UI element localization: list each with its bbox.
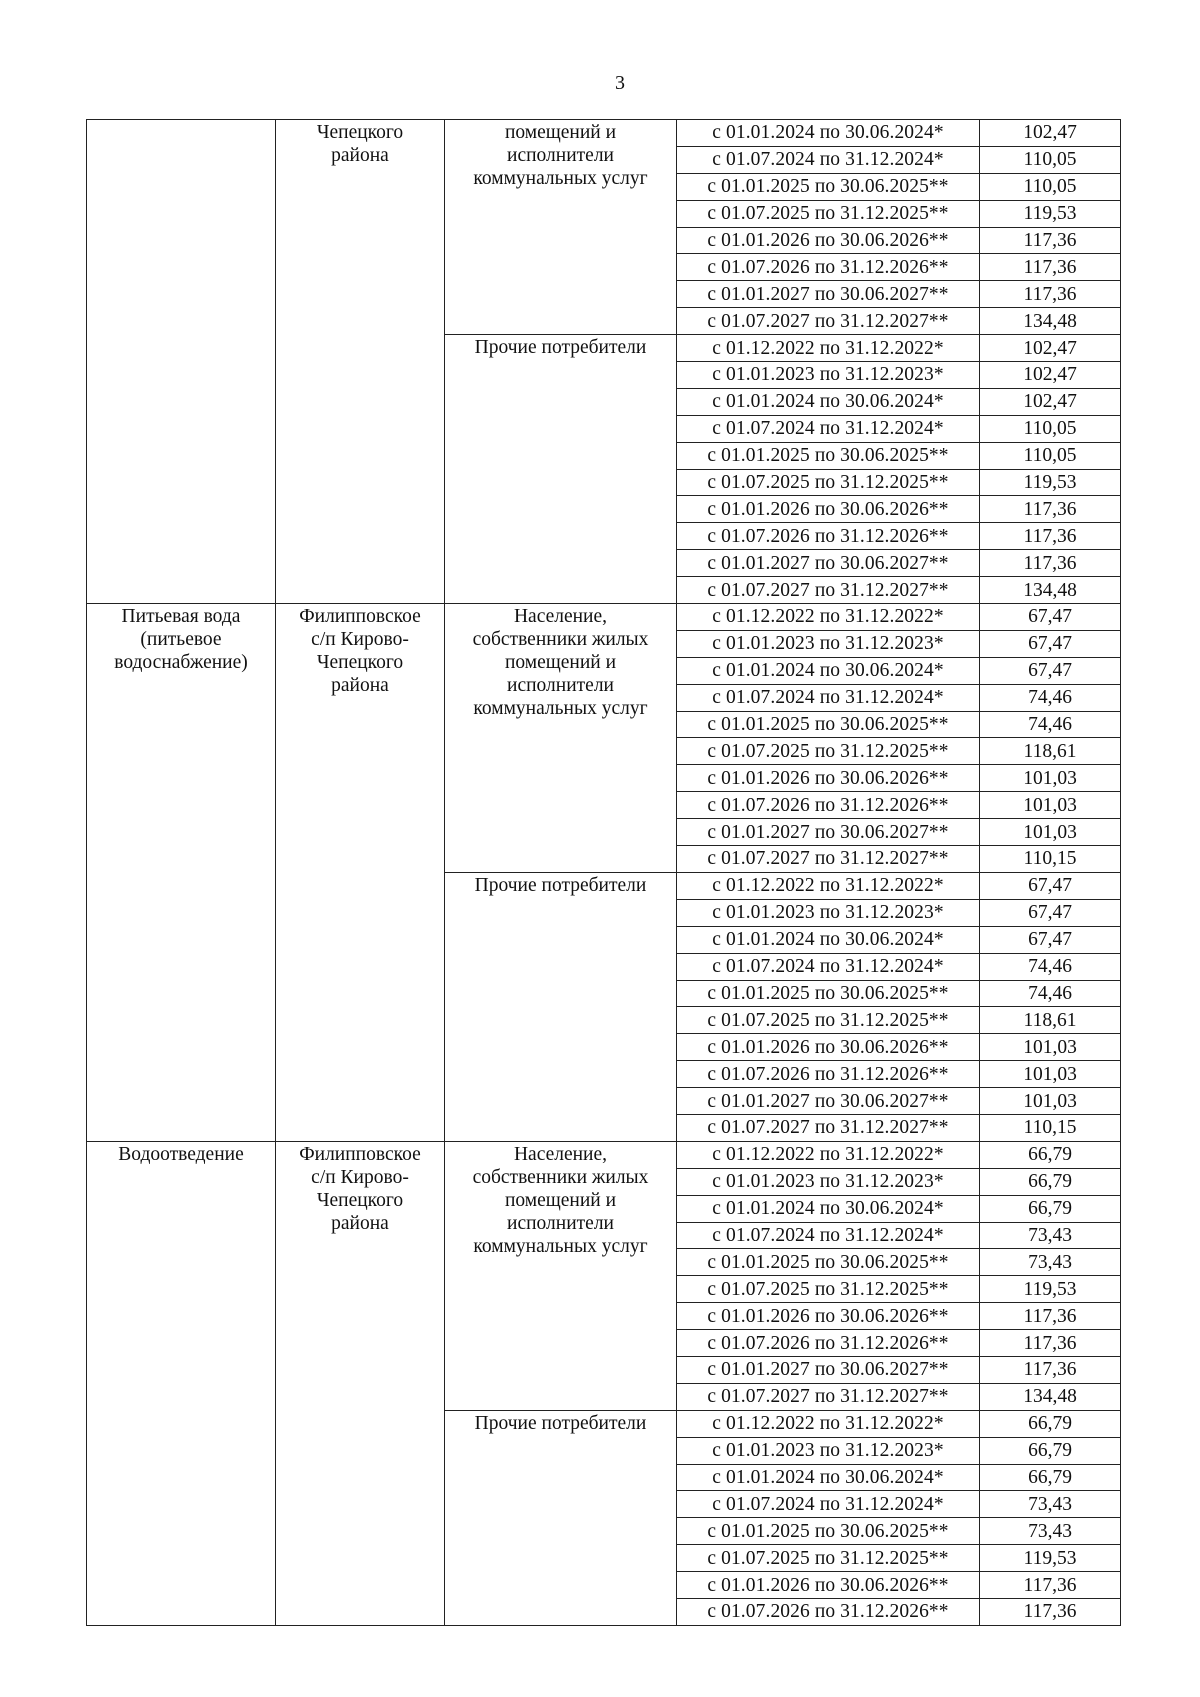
period-cell: с 01.07.2024 по 31.12.2024* (677, 684, 980, 711)
service-line: водоснабжение) (114, 652, 248, 674)
consumer-line: коммунальных услуг (473, 698, 648, 720)
period-cell: с 01.01.2024 по 30.06.2024* (677, 1464, 980, 1491)
consumer-group-cell (445, 1410, 677, 1625)
consumer-line: коммунальных услуг (473, 1235, 648, 1257)
settlement-cell (276, 1141, 445, 1625)
tariff-value-cell: 74,46 (980, 953, 1121, 980)
period-cell: с 01.07.2024 по 31.12.2024* (677, 1491, 980, 1518)
period-cell: с 01.07.2024 по 31.12.2024* (677, 953, 980, 980)
consumer-line: Население, (513, 606, 608, 628)
period-cell: с 01.07.2026 по 31.12.2026** (677, 1598, 980, 1625)
service-cell (87, 120, 276, 604)
settlement-line: с/п Кирово- (311, 1166, 409, 1188)
period-cell: с 01.01.2026 по 30.06.2026** (677, 227, 980, 254)
tariff-value-cell: 66,79 (980, 1437, 1121, 1464)
period-cell: с 01.07.2027 по 31.12.2027** (677, 846, 980, 873)
tariff-value-cell: 67,47 (980, 604, 1121, 631)
settlement-line: Филипповское (299, 1143, 421, 1165)
settlement-line: района (331, 675, 389, 697)
tariff-value-cell: 110,05 (980, 146, 1121, 173)
period-cell: с 01.07.2025 по 31.12.2025** (677, 200, 980, 227)
period-cell: с 01.01.2027 по 30.06.2027** (677, 1356, 980, 1383)
period-cell: с 01.07.2026 по 31.12.2026** (677, 1061, 980, 1088)
tariff-value-cell: 101,03 (980, 792, 1121, 819)
tariff-value-cell: 67,47 (980, 630, 1121, 657)
period-cell: с 01.07.2025 по 31.12.2025** (677, 1007, 980, 1034)
tariff-value-cell: 101,03 (980, 1088, 1121, 1115)
consumer-line: Население, (513, 1143, 608, 1165)
period-cell: с 01.07.2025 по 31.12.2025** (677, 1545, 980, 1572)
period-cell: с 01.07.2024 по 31.12.2024* (677, 146, 980, 173)
tariff-value-cell: 66,79 (980, 1195, 1121, 1222)
settlement-line: Чепецкого (316, 1189, 404, 1211)
consumer-group-cell (445, 1141, 677, 1410)
settlement-line: Чепецкого (316, 122, 404, 143)
period-cell: с 01.07.2025 по 31.12.2025** (677, 1276, 980, 1303)
period-cell: с 01.01.2025 по 30.06.2025** (677, 442, 980, 469)
period-cell: с 01.07.2026 по 31.12.2026** (677, 1330, 980, 1357)
period-cell: с 01.01.2026 по 30.06.2026** (677, 765, 980, 792)
tariff-value-cell: 117,36 (980, 1598, 1121, 1625)
period-cell: с 01.01.2024 по 30.06.2024* (677, 657, 980, 684)
tariff-value-cell: 67,47 (980, 926, 1121, 953)
tariff-value-cell: 117,36 (980, 254, 1121, 281)
tariff-value-cell: 66,79 (980, 1168, 1121, 1195)
service-cell (87, 604, 276, 1142)
tariff-value-cell: 67,47 (980, 872, 1121, 899)
service-line: Питьевая вода (121, 606, 241, 628)
tariff-value-cell: 66,79 (980, 1141, 1121, 1168)
period-cell: с 01.01.2027 по 30.06.2027** (677, 819, 980, 846)
consumer-group-cell (445, 120, 677, 335)
consumer-line: исполнители (507, 675, 614, 697)
tariff-value-cell: 117,36 (980, 1572, 1121, 1599)
period-cell: с 01.07.2027 по 31.12.2027** (677, 1383, 980, 1410)
settlement-cell (276, 604, 445, 1142)
tariff-value-cell: 102,47 (980, 120, 1121, 147)
tariff-value-cell: 134,48 (980, 577, 1121, 604)
tariff-value-cell: 102,47 (980, 335, 1121, 362)
consumer-line: помещений и (504, 122, 617, 143)
tariff-value-cell: 110,05 (980, 442, 1121, 469)
table-row (87, 604, 1121, 631)
period-cell: с 01.07.2024 по 31.12.2024* (677, 415, 980, 442)
consumer-line: коммунальных услуг (473, 168, 648, 189)
period-cell: с 01.01.2025 по 30.06.2025** (677, 1249, 980, 1276)
period-cell: с 01.01.2023 по 31.12.2023* (677, 1168, 980, 1195)
consumer-line: Прочие потребители (474, 337, 647, 359)
tariff-value-cell: 119,53 (980, 1545, 1121, 1572)
tariff-value-cell: 119,53 (980, 200, 1121, 227)
period-cell: с 01.01.2023 по 31.12.2023* (677, 899, 980, 926)
tariff-value-cell: 117,36 (980, 550, 1121, 577)
tariff-value-cell: 101,03 (980, 765, 1121, 792)
period-cell: с 01.01.2026 по 30.06.2026** (677, 1303, 980, 1330)
period-cell: с 01.01.2025 по 30.06.2025** (677, 711, 980, 738)
settlement-line: с/п Кирово- (311, 629, 409, 651)
period-cell: с 01.01.2027 по 30.06.2027** (677, 281, 980, 308)
tariff-value-cell: 101,03 (980, 819, 1121, 846)
tariff-value-cell: 110,15 (980, 846, 1121, 873)
service-line: Водоотведение (118, 1143, 244, 1165)
settlement-line: Чепецкого (316, 652, 404, 674)
tariff-value-cell: 134,48 (980, 308, 1121, 335)
tariff-value-cell: 73,43 (980, 1518, 1121, 1545)
tariff-value-cell: 117,36 (980, 523, 1121, 550)
tariff-value-cell: 110,15 (980, 1114, 1121, 1141)
consumer-group-cell (445, 335, 677, 604)
service-cell (87, 1141, 276, 1625)
period-cell: с 01.01.2023 по 31.12.2023* (677, 1437, 980, 1464)
tariff-value-cell: 117,36 (980, 496, 1121, 523)
settlement-cell (276, 120, 445, 604)
period-cell: с 01.07.2025 по 31.12.2025** (677, 738, 980, 765)
period-cell: с 01.07.2027 по 31.12.2027** (677, 308, 980, 335)
table-row (87, 120, 1121, 147)
tariff-value-cell: 73,43 (980, 1222, 1121, 1249)
table-row (87, 1141, 1121, 1168)
tariff-value-cell: 134,48 (980, 1383, 1121, 1410)
period-cell: с 01.01.2025 по 30.06.2025** (677, 980, 980, 1007)
tariff-value-cell: 117,36 (980, 227, 1121, 254)
tariff-value-cell: 117,36 (980, 281, 1121, 308)
tariff-value-cell: 101,03 (980, 1061, 1121, 1088)
tariff-value-cell: 74,46 (980, 980, 1121, 1007)
consumer-line: Прочие потребители (474, 874, 647, 896)
tariff-value-cell: 66,79 (980, 1464, 1121, 1491)
consumer-line: собственники жилых (472, 1166, 649, 1188)
period-cell: с 01.01.2024 по 30.06.2024* (677, 120, 980, 147)
period-cell: с 01.07.2025 по 31.12.2025** (677, 469, 980, 496)
consumer-group-cell (445, 872, 677, 1141)
tariff-value-cell: 73,43 (980, 1491, 1121, 1518)
period-cell: с 01.12.2022 по 31.12.2022* (677, 604, 980, 631)
consumer-line: помещений и (504, 652, 617, 674)
tariff-value-cell: 117,36 (980, 1356, 1121, 1383)
period-cell: с 01.01.2024 по 30.06.2024* (677, 926, 980, 953)
tariff-value-cell: 66,79 (980, 1410, 1121, 1437)
consumer-group-cell (445, 604, 677, 873)
period-cell: с 01.12.2022 по 31.12.2022* (677, 1410, 980, 1437)
tariff-value-cell: 67,47 (980, 899, 1121, 926)
period-cell: с 01.07.2026 по 31.12.2026** (677, 523, 980, 550)
period-cell: с 01.12.2022 по 31.12.2022* (677, 1141, 980, 1168)
period-cell: с 01.01.2025 по 30.06.2025** (677, 173, 980, 200)
period-cell: с 01.01.2026 по 30.06.2026** (677, 1034, 980, 1061)
period-cell: с 01.01.2025 по 30.06.2025** (677, 1518, 980, 1545)
tariff-value-cell: 73,43 (980, 1249, 1121, 1276)
period-cell: с 01.01.2024 по 30.06.2024* (677, 1195, 980, 1222)
consumer-line: собственники жилых (472, 629, 649, 651)
consumer-line: помещений и (504, 1189, 617, 1211)
period-cell: с 01.01.2023 по 31.12.2023* (677, 362, 980, 389)
tariff-value-cell: 118,61 (980, 1007, 1121, 1034)
tariff-table (86, 119, 1121, 1626)
tariff-value-cell: 119,53 (980, 469, 1121, 496)
period-cell: с 01.07.2027 по 31.12.2027** (677, 577, 980, 604)
tariff-value-cell: 117,36 (980, 1330, 1121, 1357)
consumer-line: исполнители (507, 145, 614, 166)
period-cell: с 01.01.2026 по 30.06.2026** (677, 1572, 980, 1599)
tariff-value-cell: 102,47 (980, 388, 1121, 415)
period-cell: с 01.07.2026 по 31.12.2026** (677, 792, 980, 819)
tariff-value-cell: 67,47 (980, 657, 1121, 684)
tariff-value-cell: 117,36 (980, 1303, 1121, 1330)
tariff-value-cell: 102,47 (980, 362, 1121, 389)
period-cell: с 01.01.2027 по 30.06.2027** (677, 550, 980, 577)
period-cell: с 01.07.2026 по 31.12.2026** (677, 254, 980, 281)
page-number: 3 (615, 72, 625, 94)
period-cell: с 01.01.2023 по 31.12.2023* (677, 630, 980, 657)
service-line: (питьевое (140, 629, 222, 651)
tariff-value-cell: 119,53 (980, 1276, 1121, 1303)
settlement-line: Филипповское (299, 606, 421, 628)
tariff-value-cell: 74,46 (980, 684, 1121, 711)
tariff-value-cell: 118,61 (980, 738, 1121, 765)
consumer-line: Прочие потребители (474, 1412, 647, 1434)
settlement-line: района (331, 1212, 389, 1234)
consumer-line: исполнители (507, 1212, 614, 1234)
period-cell: с 01.01.2026 по 30.06.2026** (677, 496, 980, 523)
period-cell: с 01.07.2027 по 31.12.2027** (677, 1114, 980, 1141)
period-cell: с 01.12.2022 по 31.12.2022* (677, 335, 980, 362)
period-cell: с 01.01.2027 по 30.06.2027** (677, 1088, 980, 1115)
tariff-value-cell: 110,05 (980, 415, 1121, 442)
period-cell: с 01.07.2024 по 31.12.2024* (677, 1222, 980, 1249)
tariff-value-cell: 74,46 (980, 711, 1121, 738)
tariff-value-cell: 101,03 (980, 1034, 1121, 1061)
tariff-value-cell: 110,05 (980, 173, 1121, 200)
period-cell: с 01.01.2024 по 30.06.2024* (677, 388, 980, 415)
settlement-line: района (331, 145, 389, 166)
period-cell: с 01.12.2022 по 31.12.2022* (677, 872, 980, 899)
